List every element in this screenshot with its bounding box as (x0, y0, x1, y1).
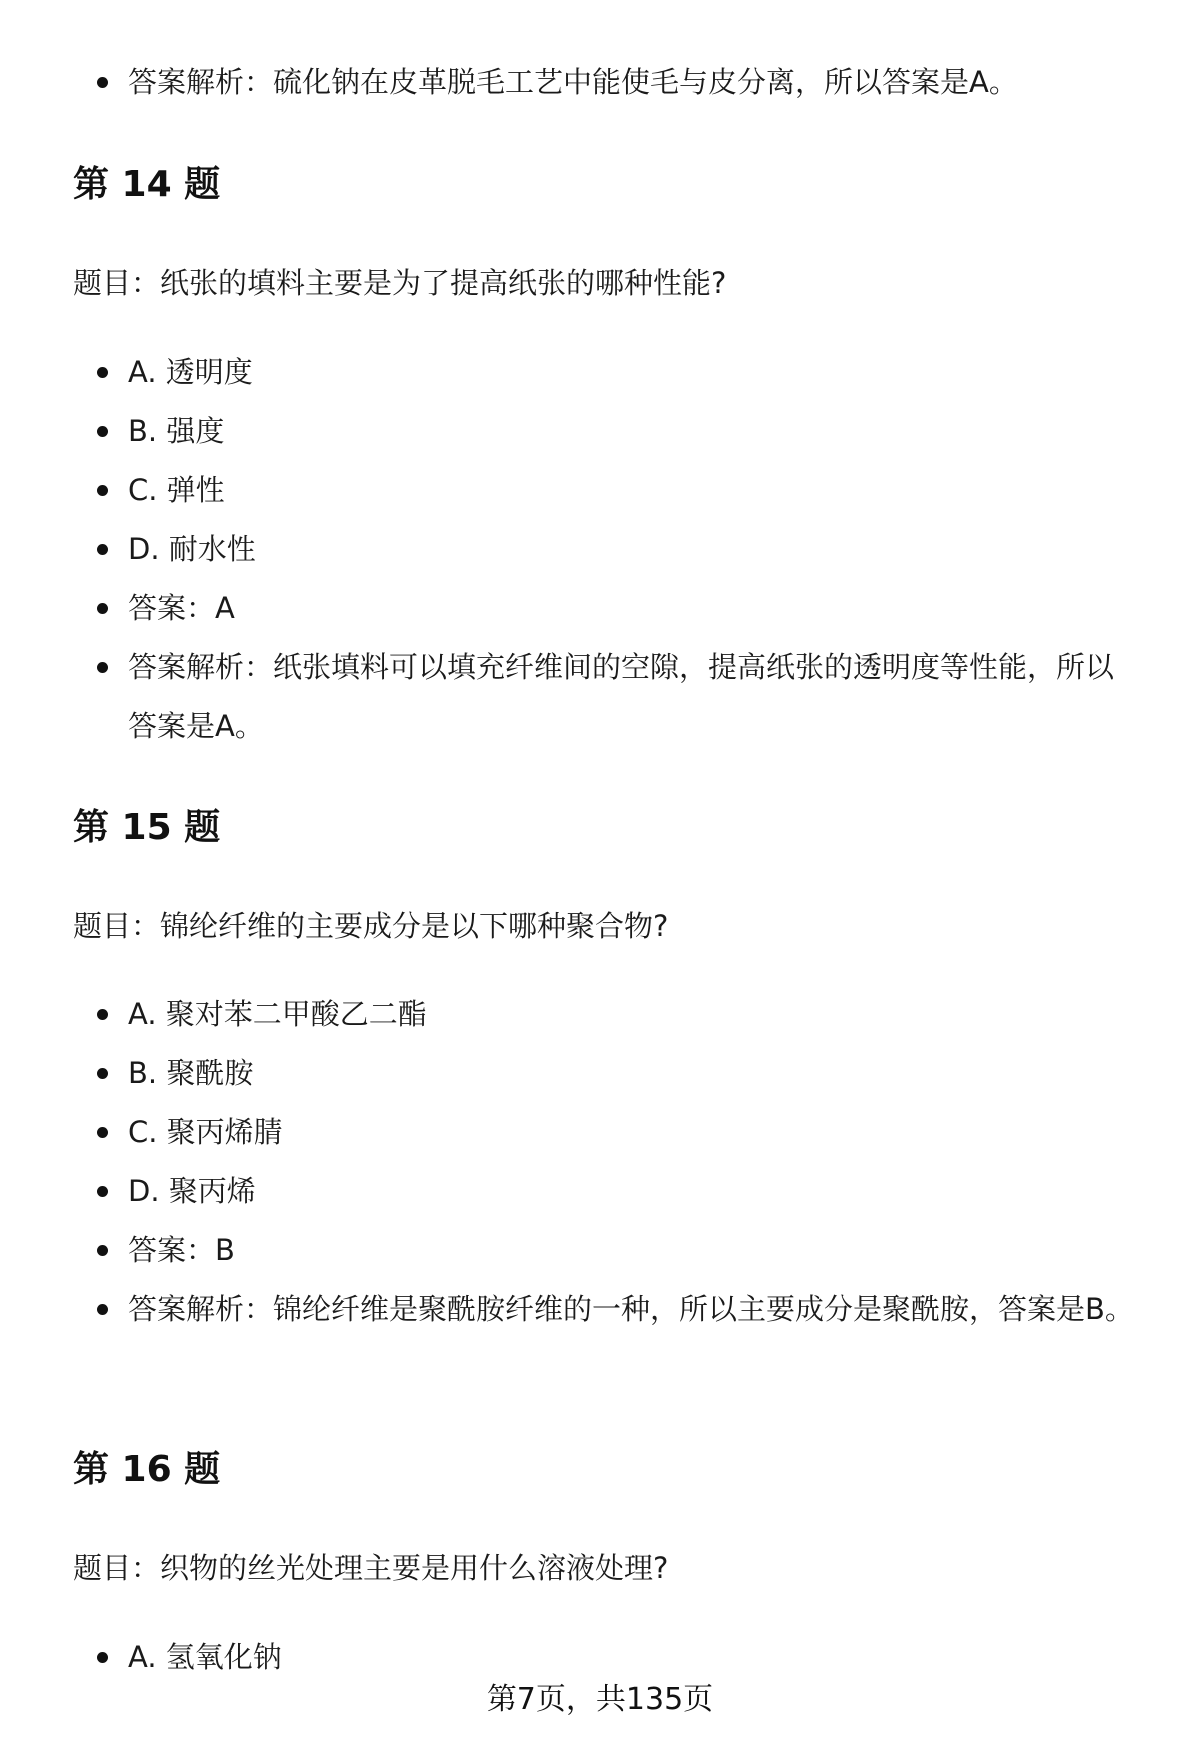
explanation-item: 答案解析：锦纶纤维是聚酰胺纤维的一种，所以主要成分是聚酰胺，答案是B。 (128, 1280, 1138, 1339)
answer-item: 答案：B (128, 1221, 1138, 1280)
option-item: A. 氢氧化钠 (128, 1628, 1138, 1687)
option-item: A. 透明度 (128, 343, 1138, 402)
explanation-item: 答案解析：纸张填料可以填充纤维间的空隙，提高纸张的透明度等性能，所以答案是A。 (128, 638, 1138, 756)
option-item: C. 聚丙烯腈 (128, 1103, 1138, 1162)
page-footer: 第7页，共135页 (486, 1682, 714, 1717)
question-stem: 题目：锦纶纤维的主要成分是以下哪种聚合物? (73, 909, 669, 943)
option-item: B. 强度 (128, 402, 1138, 461)
option-item: B. 聚酰胺 (128, 1044, 1138, 1103)
explanation-item: 答案解析：硫化钠在皮革脱毛工艺中能使毛与皮分离，所以答案是A。 (128, 53, 1138, 112)
option-item: D. 聚丙烯 (128, 1162, 1138, 1221)
question-stem: 题目：纸张的填料主要是为了提高纸张的哪种性能? (73, 266, 727, 300)
option-item: A. 聚对苯二甲酸乙二酯 (128, 985, 1138, 1044)
answer-item: 答案：A (128, 579, 1138, 638)
option-item: D. 耐水性 (128, 520, 1138, 579)
question-title: 第 15 题 (73, 807, 221, 848)
question-title: 第 14 题 (73, 164, 221, 205)
option-item: C. 弹性 (128, 461, 1138, 520)
question-stem: 题目：织物的丝光处理主要是用什么溶液处理? (73, 1551, 669, 1585)
question-title: 第 16 题 (73, 1449, 221, 1490)
